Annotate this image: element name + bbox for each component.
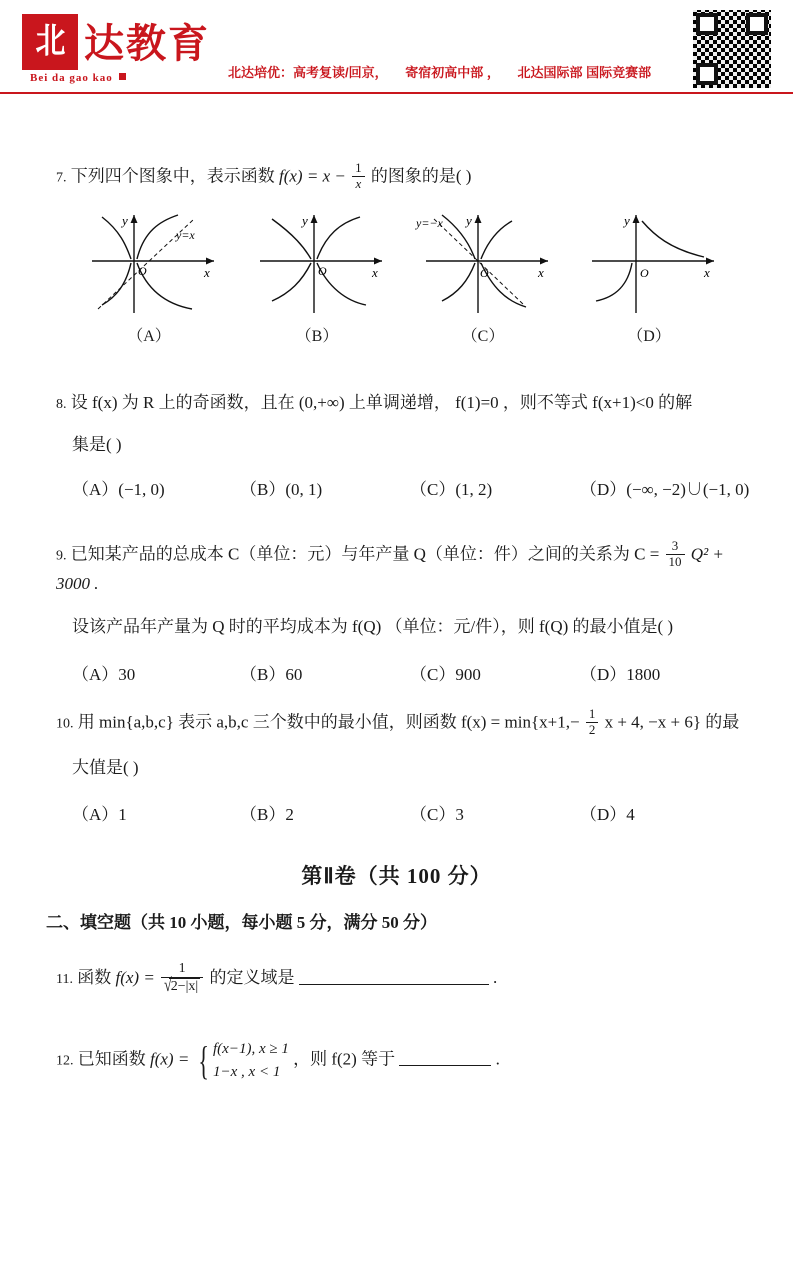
question-12-middle: ，则 f(2) 等于 [293,1049,396,1069]
question-12-line [56,1038,756,1083]
question-7-function: f(x) = x − [279,166,346,186]
graph-option-b-label: （B） [295,327,339,345]
question-10-number: 10. [56,716,74,732]
question-8-line1 [56,390,756,416]
question-10-option-c[interactable]: （C）3 [410,805,464,825]
question-11-suffix: 的定义域是 [209,968,295,987]
question-12-tail: . [495,1049,500,1069]
header-nav [228,62,665,81]
question-7-text-before: 下列四个图象中，表示函数 [70,166,275,186]
question-7 [56,162,746,351]
question-12-brace-icon: { [197,1037,209,1083]
fill-section-heading: 二、填空题（共 10 小题，每小题 5 分，满分 50 分） [46,913,437,932]
question-8-text: 设 f(x) 为 R 上的奇函数，且在 (0,+∞) 上单调递增， f(1)=0 ，则不等式 f(x+1)<0 的解 [70,393,693,412]
question-11-radicand: √2−|x| [164,976,199,997]
question-12-number: 12. [56,1053,74,1069]
graph-option-b [242,201,392,345]
volume-heading [0,860,793,890]
qr-code-icon[interactable] [693,10,771,88]
question-9 [56,540,756,685]
question-9-text-b: Q² + 3000 . [56,544,724,593]
svg-text:y: y [122,212,128,228]
graph-option-c-label: （C） [461,327,505,345]
question-11-line [56,962,756,996]
question-10-fraction: $\frac{1}{2}$ [586,707,599,738]
question-10 [56,708,756,825]
svg-text:x: x [372,264,378,280]
question-9-option-b[interactable]: （B）60 [240,664,303,684]
header-nav-item-1[interactable]: 寄宿初高中部 ， [405,65,500,80]
graph-option-a-label: （A） [127,327,171,345]
question-11 [56,962,756,996]
question-10-options [72,800,756,825]
question-11-answer-blank[interactable] [299,970,489,985]
graph-option-d [574,201,724,345]
graph-option-a [74,201,224,345]
brand-square-icon [119,73,126,80]
question-11-number: 11. [56,972,73,987]
svg-text:y: y [466,212,472,228]
question-8-number: 8. [56,397,67,412]
svg-text:y=x: y=x [176,227,195,242]
question-8-line2: 集是( ) [72,434,122,454]
header-nav-item-2[interactable]: 北达国际部 国际竞赛部 [517,65,652,80]
svg-text:O: O [138,263,147,278]
question-9-line1 [56,540,756,596]
question-7-fraction: $\frac{1}{x}$ [352,161,365,192]
svg-text:x: x [704,264,710,280]
question-10-line2: 大值是( ) [72,757,139,777]
volume-title: 第Ⅱ卷 [301,864,357,888]
question-7-graph-row [56,201,746,351]
question-9-option-c[interactable]: （C）900 [410,664,481,684]
question-8-option-b[interactable]: （B）(0, 1) [240,480,323,499]
question-12 [56,1038,756,1083]
question-10-option-d[interactable]: （D）4 [580,805,635,825]
svg-text:O: O [480,265,489,280]
question-10-text-b: x + 4, −x + 6} 的最 [604,712,740,732]
svg-text:x: x [538,264,544,280]
question-12-func: f(x) = [150,1049,190,1069]
brand-title: 达教育 [84,21,210,66]
question-9-line2: 设该产品年产量为 Q 时的平均成本为 f(Q) （单位：元/件），则 f(Q) 的最小值是( ) [72,617,674,637]
graph-option-d-label: （D） [627,327,671,345]
svg-text:x: x [204,264,210,280]
page-header [0,0,793,100]
brand-stamp-label: 北 [35,22,65,61]
question-11-func: f(x) = [115,968,155,987]
question-9-options [72,660,756,685]
question-8-option-a[interactable]: （A）(−1, 0) [72,480,165,499]
header-divider [0,92,793,94]
brand-pinyin: Bei da gao kao [30,72,126,84]
svg-text:O: O [640,265,649,280]
question-12-case-2: 1−x , x < 1 [213,1063,281,1080]
question-11-fraction: $\frac{1}{√2-|x|}$ [161,961,203,995]
question-9-number: 9. [56,548,67,564]
question-8-option-c[interactable]: （C）(1, 2) [410,480,493,499]
question-10-option-b[interactable]: （B）2 [240,805,294,825]
graph-option-c [408,201,558,345]
question-11-prefix: 函数 [77,968,112,987]
header-nav-item-0[interactable]: 北达培优：高考复读/回京， [228,65,388,80]
question-10-option-a[interactable]: （A）1 [72,805,127,825]
question-10-text-a: 用 min{a,b,c} 表示 a,b,c 三个数中的最小值，则函数 f(x) = min{x+1,− [77,712,580,732]
question-10-line1 [56,708,756,739]
svg-text:y=−x: y=−x [416,215,443,230]
question-7-text-after: 的图象的是( ) [370,166,472,186]
question-7-stem [56,162,746,193]
question-12-case-1: f(x−1), x ≥ 1 [213,1041,289,1057]
question-12-prefix: 已知函数 [77,1049,146,1069]
question-11-tail: . [493,968,498,987]
question-8-options [72,475,756,500]
question-7-number: 7. [56,170,67,186]
svg-text:O: O [318,263,327,278]
svg-text:y: y [302,212,308,228]
svg-text:y: y [624,212,630,228]
volume-subtitle: （共 100 分） [356,864,492,888]
question-9-text-a: 已知某产品的总成本 C（单位：元）与年产量 Q（单位：件）之间的关系为 C = [70,544,660,564]
question-12-cases [213,1038,289,1083]
question-9-option-d[interactable]: （D）1800 [580,664,661,684]
question-12-answer-blank[interactable] [399,1051,491,1066]
question-9-option-a[interactable]: （A）30 [72,664,136,684]
question-9-fraction: $\frac{3}{10}$ [666,539,685,570]
question-8-option-d[interactable]: （D）(−∞, −2)∪(−1, 0) [580,480,750,499]
question-8 [56,390,756,500]
brand-stamp-icon [22,14,78,70]
